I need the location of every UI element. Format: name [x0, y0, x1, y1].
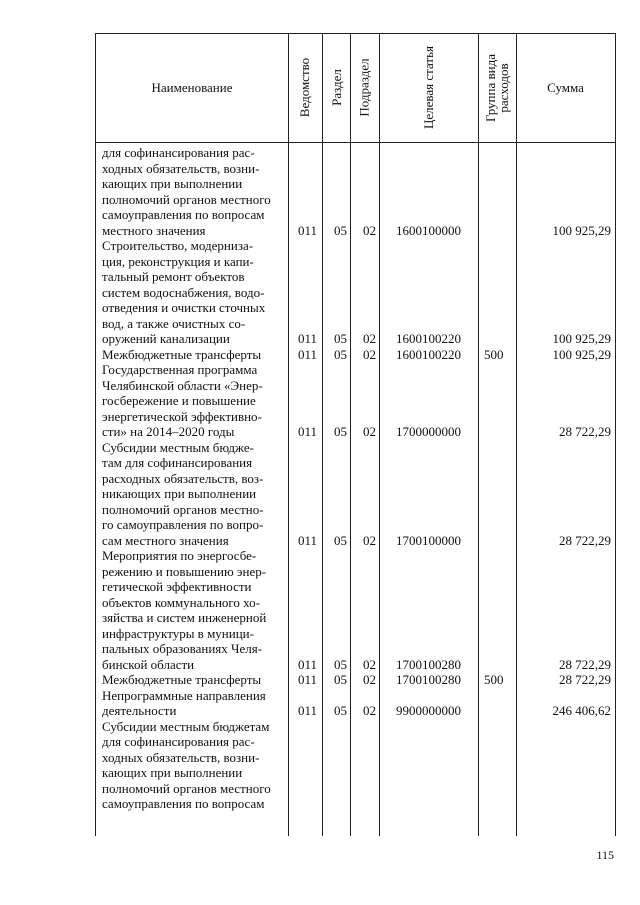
header-group-label: [484, 54, 510, 122]
row-name-line: оружений канализации: [102, 331, 230, 346]
row-name-line: зяйства и систем инженерной: [102, 610, 267, 625]
row-name-line: сти» на 2014–2020 годы: [102, 424, 235, 439]
row-name-line: там для софинансирования: [102, 455, 253, 470]
header-name-label: Наименование: [151, 79, 233, 95]
col-divider: [288, 33, 289, 836]
row-name-line: Межбюджетные трансферты: [102, 672, 262, 687]
row-name-line: кающих при выполнении: [102, 765, 243, 780]
row-name: [102, 347, 285, 363]
header-department-label: Ведомство: [297, 57, 313, 118]
row-target: 1700100280: [396, 672, 461, 687]
row-name-line: расходных обязательств, воз-: [102, 470, 264, 486]
row-name: [102, 238, 285, 347]
row-subsection: 02: [363, 703, 376, 718]
row-sum: 28 722,29: [559, 532, 611, 548]
row-sum: 28 722,29: [559, 672, 611, 687]
row-name-line: объектов коммунального хо-: [102, 594, 260, 610]
row-name-line: Непрограммные направления: [102, 687, 266, 703]
row-name-line: самоуправления по вопросам: [102, 207, 265, 222]
row-name-line: вод, а также очистных со-: [102, 315, 246, 331]
row-department: 011: [298, 656, 318, 672]
row-name-line: Челябинской области «Энер-: [102, 377, 263, 393]
row-name-line: Субсидии местным бюджетам: [102, 718, 270, 734]
header-group-line1: Группа вида: [483, 53, 499, 122]
header-sum: [516, 33, 615, 142]
row-name: [102, 719, 285, 812]
row-name: [102, 145, 285, 238]
row-name-line: госбережение и повышение: [102, 393, 256, 408]
row-department: 011: [298, 424, 318, 439]
row-name-line: гетической эффективности: [102, 579, 252, 594]
row-subsection: 02: [363, 346, 376, 362]
row-name: [102, 548, 285, 672]
row-name-line: тальный ремонт объектов: [102, 269, 245, 284]
row-name-line: Субсидии местным бюдже-: [102, 439, 254, 455]
row-name-line: пальных образованиях Челя-: [102, 641, 263, 656]
row-name-line: местного значения: [102, 222, 206, 238]
header-bottom-border: [96, 142, 615, 143]
row-name-line: отведения и очистки сточных: [102, 300, 266, 315]
row-name-line: ция, реконструкция и капи-: [102, 253, 254, 269]
row-sum: 100 925,29: [552, 331, 611, 346]
row-department: 011: [298, 331, 318, 346]
row-name: [102, 672, 285, 688]
row-name-line: полномочий органов местного: [102, 780, 271, 796]
row-department: 011: [298, 672, 318, 687]
row-subsection: 02: [363, 222, 376, 238]
row-department: 011: [298, 346, 318, 362]
row-name-line: Межбюджетные трансферты: [102, 346, 262, 362]
row-department: 011: [298, 532, 318, 548]
row-target: 1700100280: [396, 656, 461, 672]
header-target: [379, 33, 478, 142]
row-department: 011: [298, 222, 318, 238]
header-target-label: Целевая статья: [420, 45, 436, 130]
col-divider: [379, 33, 380, 836]
row-section: 05: [334, 346, 347, 362]
row-department: 011: [298, 703, 318, 718]
row-subsection: 02: [363, 331, 376, 346]
row-target: 1600100220: [396, 346, 461, 362]
row-name-line: Мероприятия по энергосбе-: [102, 548, 257, 563]
row-section: 05: [334, 656, 347, 672]
row-subsection: 02: [363, 656, 376, 672]
col-divider: [516, 33, 517, 836]
row-name: [102, 362, 285, 440]
header-name: [96, 33, 288, 142]
row-name-line: систем водоснабжения, водо-: [102, 284, 265, 300]
row-sum: 100 925,29: [552, 346, 611, 362]
row-name-line: сам местного значения: [102, 532, 229, 548]
row-section: 05: [334, 331, 347, 346]
row-name-line: для софинансирования рас-: [102, 145, 255, 160]
row-section: 05: [334, 703, 347, 718]
row-target: 9900000000: [396, 703, 461, 718]
row-sum: 28 722,29: [559, 656, 611, 672]
row-target: 1600100000: [396, 222, 461, 238]
row-name-line: энергетической эффективно-: [102, 408, 262, 424]
row-name-line: ходных обязательств, возни-: [102, 749, 260, 765]
row-name-line: го самоуправления по вопро-: [102, 517, 264, 532]
header-department: [288, 33, 322, 142]
row-name: [102, 440, 285, 549]
row-subsection: 02: [363, 672, 376, 687]
header-group: [478, 33, 516, 142]
row-name-line: бинской области: [102, 656, 195, 672]
row-section: 05: [334, 424, 347, 439]
row-name-line: Строительство, модерниза-: [102, 238, 254, 253]
row-section: 05: [334, 222, 347, 238]
row-section: 05: [334, 532, 347, 548]
budget-table: [95, 33, 616, 836]
header-subsection: [350, 33, 379, 142]
row-sum: 100 925,29: [552, 222, 611, 238]
row-name-line: полномочий органов местно-: [102, 501, 264, 517]
row-subsection: 02: [363, 424, 376, 439]
header-section: [322, 33, 350, 142]
row-section: 05: [334, 672, 347, 687]
row-subsection: 02: [363, 532, 376, 548]
page-number: 115: [596, 848, 614, 862]
col-divider: [478, 33, 479, 836]
row-name-line: самоуправления по вопросам: [102, 796, 265, 811]
header-section-label: Раздел: [328, 69, 344, 106]
row-name-line: инфраструктуры в муници-: [102, 625, 254, 641]
row-target: 1600100220: [396, 331, 461, 346]
row-name-line: полномочий органов местного: [102, 191, 271, 207]
row-name-line: никающих при выполнении: [102, 486, 257, 501]
row-group: 500: [484, 672, 504, 687]
row-name-line: деятельности: [102, 703, 177, 718]
row-name-line: Государственная программа: [102, 362, 258, 377]
header-sum-label: Сумма: [547, 79, 584, 95]
row-name-line: для софинансирования рас-: [102, 734, 255, 749]
row-group: 500: [484, 346, 504, 362]
row-name-line: режению и повышению энер-: [102, 563, 267, 579]
row-sum: 246 406,62: [552, 703, 611, 718]
row-name: [102, 688, 285, 719]
row-name-line: ходных обязательств, возни-: [102, 160, 260, 176]
row-sum: 28 722,29: [559, 424, 611, 439]
row-name-line: кающих при выполнении: [102, 176, 243, 191]
col-divider: [350, 33, 351, 836]
col-divider: [322, 33, 323, 836]
header-group-line2: расходов: [496, 62, 512, 113]
row-target: 1700000000: [396, 424, 461, 439]
row-target: 1700100000: [396, 532, 461, 548]
header-subsection-label: Подраздел: [357, 58, 373, 117]
